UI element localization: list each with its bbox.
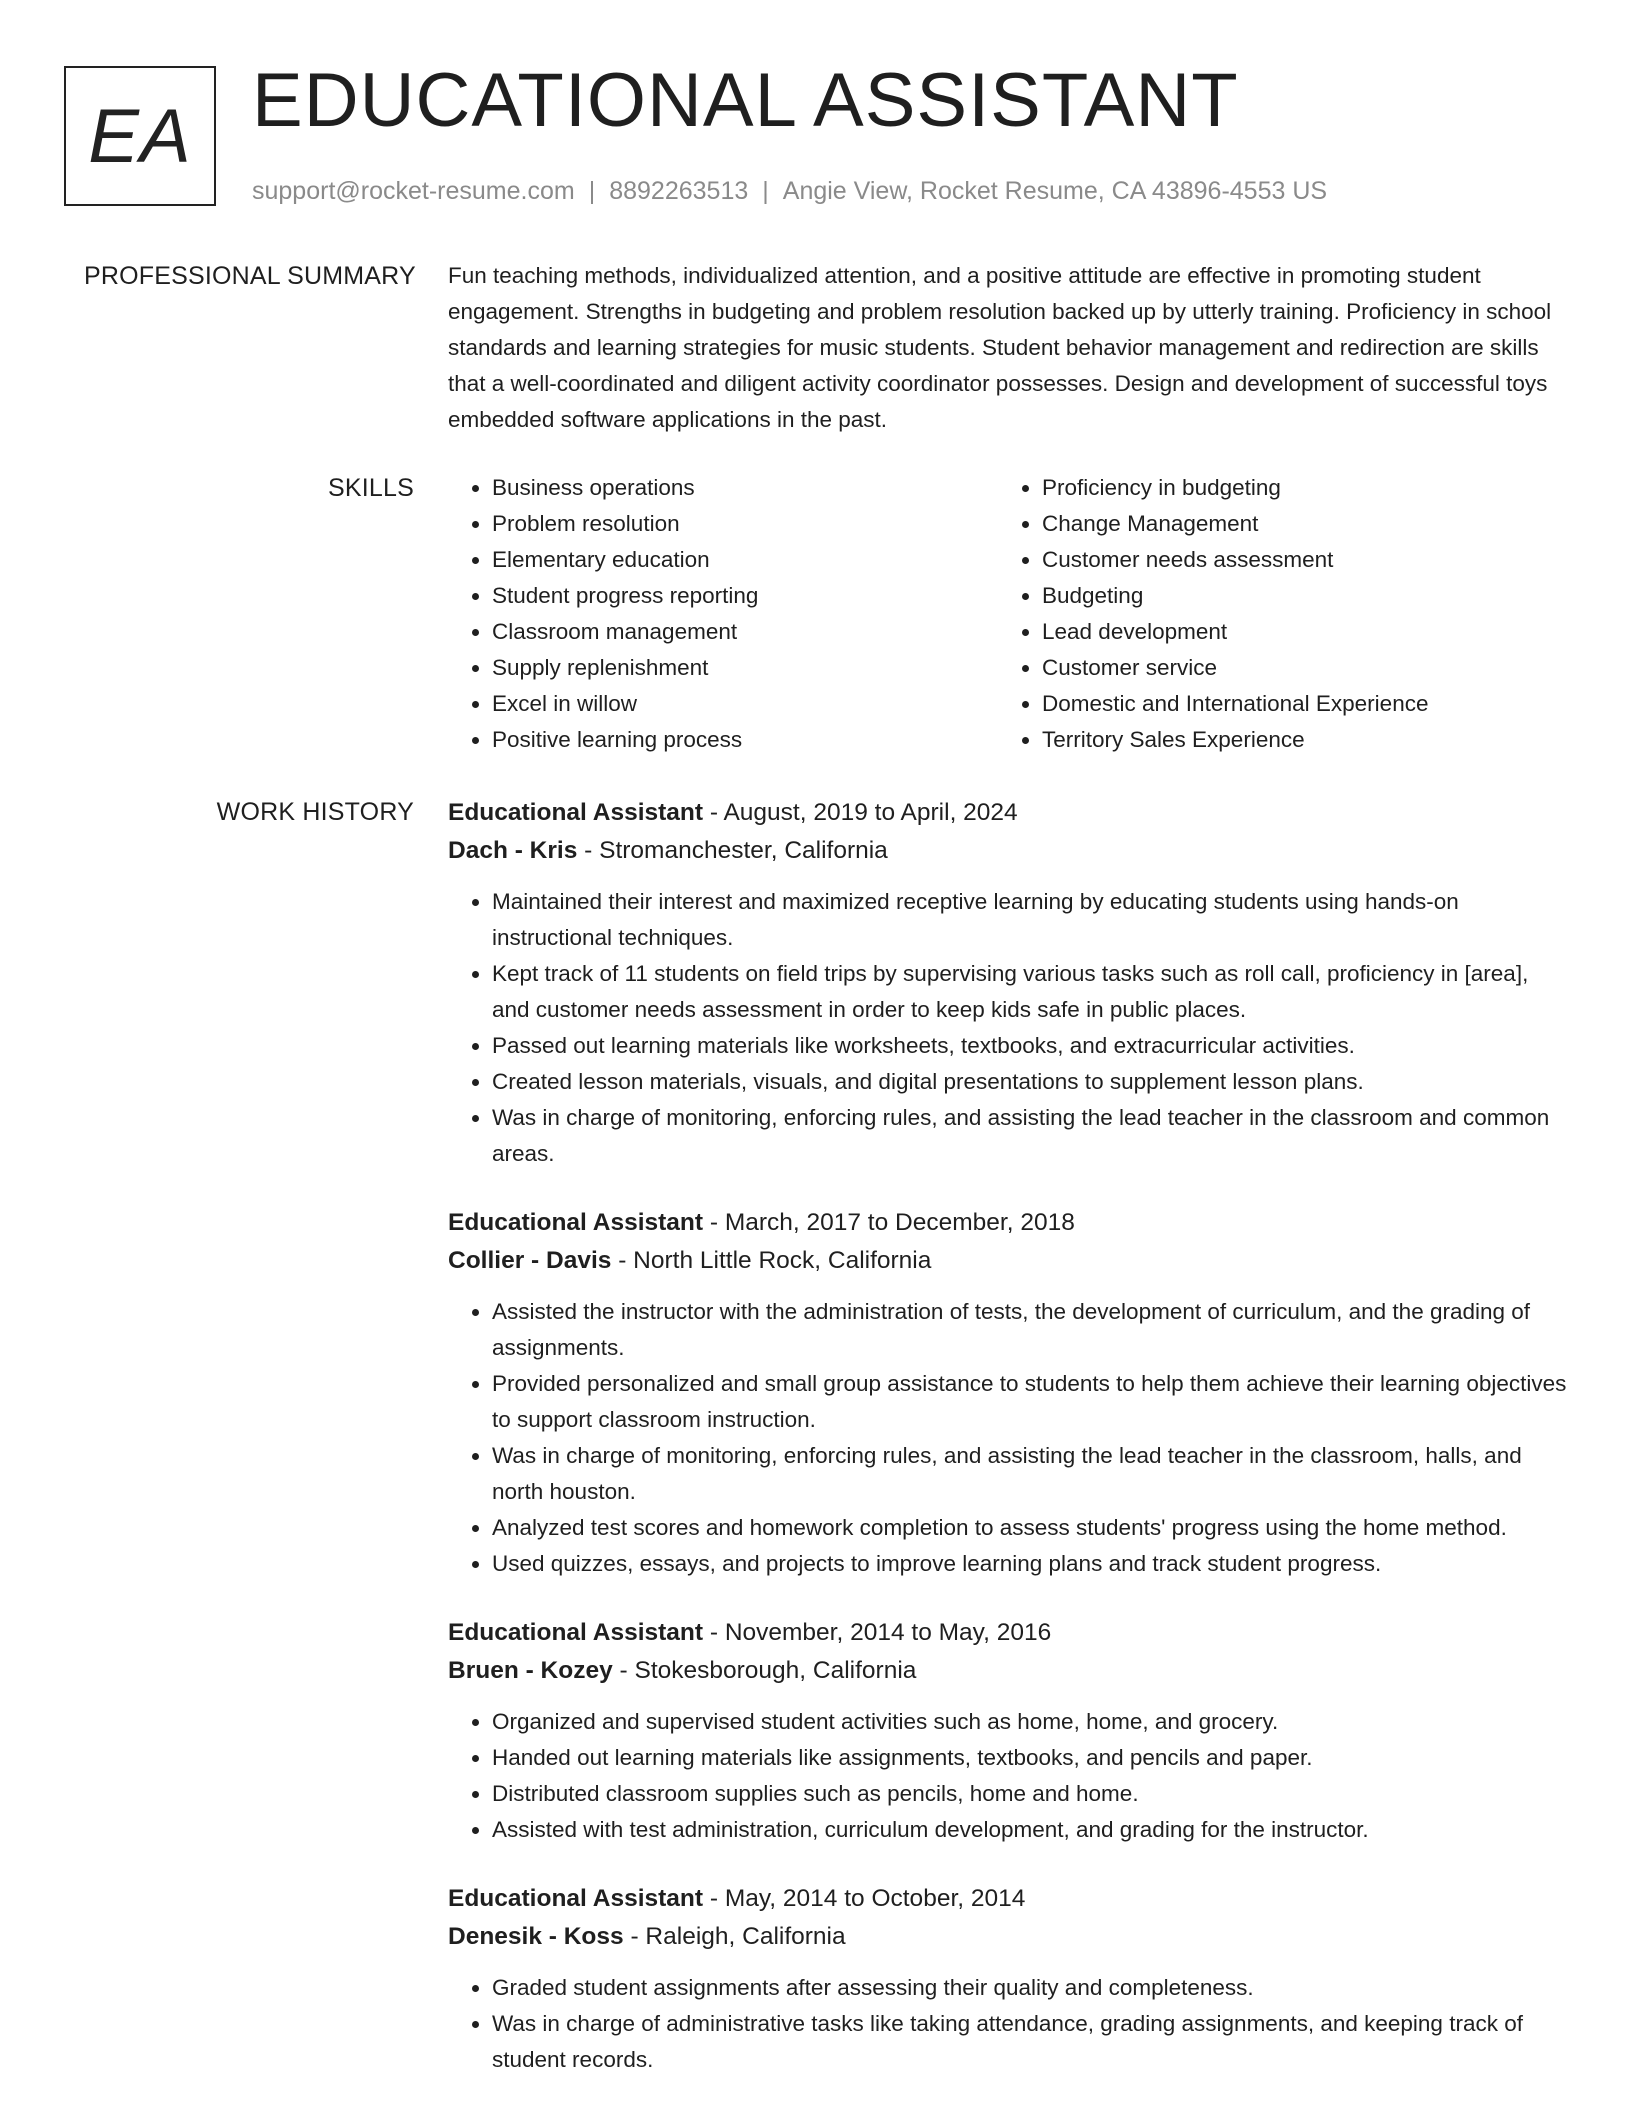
job-company-line [448, 1652, 1568, 1690]
job-bullet: • Was in charge of administrative tasks like taking attendance, grading assignments, and keeping track of student records. [492, 2006, 1568, 2078]
skill-item: • Business operations [492, 470, 998, 506]
job-bullet: • Passed out learning materials like worksheets, textbooks, and extracurricular activities. [492, 1028, 1568, 1064]
contact-phone[interactable]: 8892263513 [609, 177, 749, 205]
job-title-line [448, 1204, 1568, 1242]
job-bullets [448, 1294, 1568, 1582]
contact-separator: | [762, 177, 769, 205]
skill-item: • Lead development [1042, 614, 1548, 650]
skill-item: • Territory Sales Experience [1042, 722, 1548, 758]
job-bullets [448, 1704, 1568, 1848]
skill-item: • Domestic and International Experience [1042, 686, 1548, 722]
contact-email[interactable]: support@rocket-resume.com [252, 177, 575, 205]
skill-item: • Supply replenishment [492, 650, 998, 686]
job-company-line [448, 1242, 1568, 1280]
contact-line [252, 174, 1327, 208]
job-bullet: • Created lesson materials, visuals, and digital presentations to supplement lesson plans. [492, 1064, 1568, 1100]
job-title-line [448, 1614, 1568, 1652]
skills-column-left [448, 470, 998, 758]
job-company-line [448, 1918, 1568, 1956]
job-entry [448, 1204, 1568, 1582]
job-entry [448, 1614, 1568, 1848]
skills-heading: SKILLS [328, 474, 414, 502]
job-company: Collier - Davis [448, 1247, 612, 1274]
job-bullet: • Analyzed test scores and homework completion to assess students' progress using the home method. [492, 1510, 1568, 1546]
job-bullet: • Assisted the instructor with the administration of tests, the development of curriculum, and the grading of assignments. [492, 1294, 1568, 1366]
skill-item: • Proficiency in budgeting [1042, 470, 1548, 506]
job-title: Educational Assistant [448, 1619, 704, 1646]
job-bullet: • Was in charge of monitoring, enforcing rules, and assisting the lead teacher in the classroom, halls, and north houston. [492, 1438, 1568, 1510]
job-bullet: • Graded student assignments after assessing their quality and completeness. [492, 1970, 1568, 2006]
job-dates: - November, 2014 to May, 2016 [703, 1619, 1052, 1646]
job-location: - Stokesborough, California [612, 1657, 917, 1684]
job-title-line [448, 794, 1568, 832]
skills-column-right [998, 470, 1548, 758]
skill-item: • Change Management [1042, 506, 1548, 542]
job-company: Denesik - Koss [448, 1923, 624, 1950]
contact-address: Angie View, Rocket Resume, CA 43896-4553 US [782, 177, 1328, 205]
job-dates: - May, 2014 to October, 2014 [703, 1885, 1026, 1912]
job-company-line [448, 832, 1568, 870]
job-title: Educational Assistant [448, 799, 704, 826]
job-title: Educational Assistant [448, 1209, 704, 1236]
job-location: - Stromanchester, California [577, 837, 888, 864]
job-bullet: • Was in charge of monitoring, enforcing rules, and assisting the lead teacher in the classroom and common areas. [492, 1100, 1568, 1172]
skill-item: • Problem resolution [492, 506, 998, 542]
summary-text: Fun teaching methods, individualized attention, and a positive attitude are effective in promoting student engagement. Strengths in budgeting and problem resolution backed up by utterly training. Proficiency in school standards and learning strategies for music students. Student behavior management and redirection are skills that a well-coordinated and diligent activity coordinator possesses. Design and development of successful toys embedded software applications in the past. [448, 263, 1552, 432]
contact-separator: | [588, 177, 596, 205]
summary-section [448, 258, 1568, 438]
skill-item: • Excel in willow [492, 686, 998, 722]
job-bullets [448, 1970, 1568, 2078]
job-bullets [448, 884, 1568, 1172]
job-bullet: • Kept track of 11 students on field trips by supervising various tasks such as roll call, proficiency in [area], and customer needs assessment in order to keep kids safe in public places. [492, 956, 1568, 1028]
job-bullet: • Maintained their interest and maximized receptive learning by educating students using hands-on instructional techniques. [492, 884, 1568, 956]
job-company: Bruen - Kozey [448, 1657, 613, 1684]
job-bullet: • Used quizzes, essays, and projects to improve learning plans and track student progress. [492, 1546, 1568, 1582]
skills-section [448, 470, 1568, 758]
job-entry [448, 1880, 1568, 2078]
job-dates: - March, 2017 to December, 2018 [703, 1209, 1075, 1236]
job-location: - North Little Rock, California [611, 1247, 932, 1274]
skill-item: • Budgeting [1042, 578, 1548, 614]
job-location: - Raleigh, California [623, 1923, 846, 1950]
job-bullet: • Organized and supervised student activities such as home, home, and grocery. [492, 1704, 1568, 1740]
job-bullet: • Distributed classroom supplies such as pencils, home and home. [492, 1776, 1568, 1812]
work-history-section [448, 794, 1568, 2110]
summary-heading: PROFESSIONAL SUMMARY [84, 262, 416, 290]
skill-item: • Student progress reporting [492, 578, 998, 614]
job-bullet: • Assisted with test administration, curriculum development, and grading for the instructor. [492, 1812, 1568, 1848]
skill-item: • Classroom management [492, 614, 998, 650]
job-bullet: • Handed out learning materials like assignments, textbooks, and pencils and paper. [492, 1740, 1568, 1776]
job-bullet: • Provided personalized and small group assistance to students to help them achieve their learning objectives to support classroom instruction. [492, 1366, 1568, 1438]
monogram-logo: EA [64, 66, 216, 206]
resume-title: EDUCATIONAL ASSISTANT [252, 58, 1239, 143]
skill-item: • Customer service [1042, 650, 1548, 686]
skill-item: • Positive learning process [492, 722, 998, 758]
job-company: Dach - Kris [448, 837, 578, 864]
job-entry [448, 794, 1568, 1172]
job-title: Educational Assistant [448, 1885, 704, 1912]
skill-item: • Elementary education [492, 542, 998, 578]
job-title-line [448, 1880, 1568, 1918]
resume-header [0, 0, 1632, 230]
work-history-heading: WORK HISTORY [216, 798, 414, 826]
skill-item: • Customer needs assessment [1042, 542, 1548, 578]
job-dates: - August, 2019 to April, 2024 [703, 799, 1018, 826]
